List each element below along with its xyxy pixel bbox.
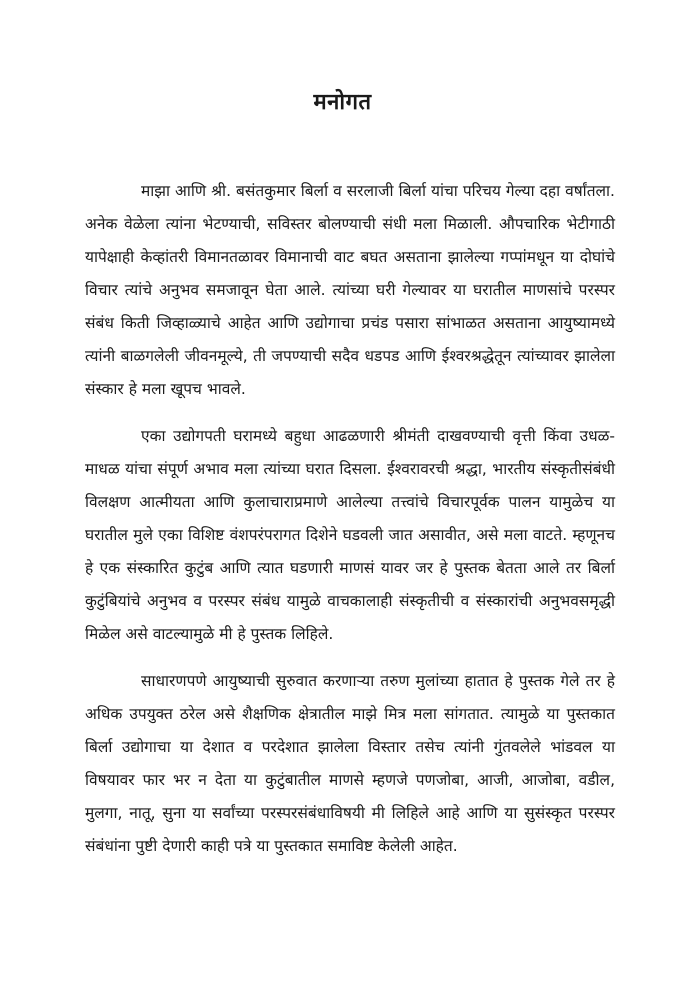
page-title: मनोगत bbox=[313, 90, 372, 115]
paragraph-3: साधारणपणे आयुष्याची सुरुवात करणाऱ्या तरुण मुलांच्या हातात हे पुस्तक गेले तर हे अधिक उपयुक्त ठरेल असे शैक्षणिक क्षेत्रातील माझे मित्र मला सांगतात. त्यामुळे या पुस्तकात बिर्ला उद्योगाचा या देशात व परदेशात झालेला विस्तार तसेच त्यांनी गुंतवलेले भांडवल या विषयावर फार भर न देता या कुटुंबातील माणसे म्हणजे पणजोबा, आजी, आजोबा, वडील, मुलगा, नातू, सुना या सर्वांच्या परस्परसंबंधाविषयी मी लिहिले आहे आणि या सुसंस्कृत परस्पर संबंधांना पुष्टी देणारी काही पत्रे या पुस्तकात समाविष्ट केलेली आहेत. bbox=[85, 672, 615, 855]
paragraph-1: माझा आणि श्री. बसंतकुमार बिर्ला व सरलाजी बिर्ला यांचा परिचय गेल्या दहा वर्षांतला. अनेक वेळेला त्यांना भेटण्याची, सविस्तर बोलण्याची संधी मला मिळाली. औपचारिक भेटीगाठी यापेक्षाही केव्हांतरी विमानतळावर विमानाची वाट बघत असताना झालेल्या गप्पांमधून या दोघांचे विचार त्यांचे अनुभव समजावून घेता आले. त्यांच्या घरी गेल्यावर या घरातील माणसांचे परस्पर संबंध किती जिव्हाळ्याचे आहेत आणि उद्योगाचा प्रचंड पसारा सांभाळत असताना आयुष्यामध्ये त्यांनी बाळगलेली जीवनमूल्ये, ती जपण्याची सदैव धडपड आणि ईश्वरश्रद्धेतून त्यांच्यावर झालेला संस्कार हे मला खूपच भावले. bbox=[85, 182, 615, 398]
body-text bbox=[85, 175, 615, 877]
paragraph-2: एका उद्योगपती घरामध्ये बहुधा आढळणारी श्रीमंती दाखवण्याची वृत्ती किंवा उधळ-माधळ यांचा संपूर्ण अभाव मला त्यांच्या घरात दिसला. ईश्वरावरची श्रद्धा, भारतीय संस्कृतीसंबंधी विलक्षण आत्मीयता आणि कुलाचाराप्रमाणे आलेल्या तत्त्वांचे विचारपूर्वक पालन यामुळेच या घरातील मुले एका विशिष्ट वंशपरंपरागत दिशेने घडवली जात असावीत, असे मला वाटते. म्हणूनच हे एक संस्कारित कुटुंब आणि त्यात घडणारी माणसं यावर जर हे पुस्तक बेतता आले तर बिर्ला कुटुंबियांचे अनुभव व परस्पर संबंध यामुळे वाचकालाही संस्कृतीची व संस्कारांची अनुभवसमृद्धी मिळेल असे वाटल्यामुळे मी हे पुस्तक लिहिले. bbox=[85, 427, 615, 643]
